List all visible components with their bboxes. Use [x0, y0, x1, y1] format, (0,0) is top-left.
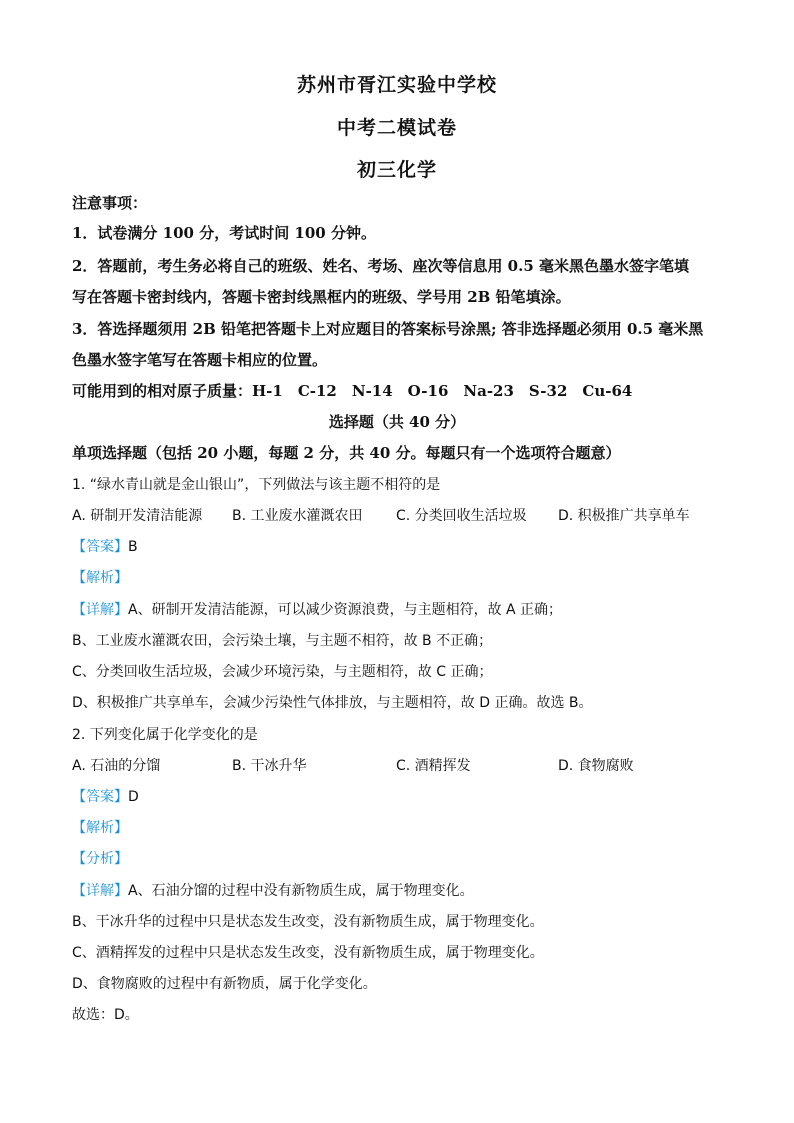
section-instructions: 单项选择题（包括 20 小题，每题 2 分，共 40 分。每题只有一个选项符合题意）: [72, 444, 621, 462]
section-title: 选择题（共 40 分）: [328, 413, 466, 431]
question-2-option-b: B. 干冰升华: [232, 758, 307, 774]
notice-item-1: 1．试卷满分 100 分，考试时间 100 分钟。: [72, 224, 376, 242]
question-2-answer: [72, 786, 139, 806]
question-2-option-c: C. 酒精挥发: [396, 758, 471, 774]
question-2-stem: 2. 下列变化属于化学变化的是: [72, 727, 258, 743]
notice-item-2-line-2: 写在答题卡密封线内，答题卡密封线黑框内的班级、学号用 2B 铅笔填涂。: [72, 288, 571, 306]
question-2-conclusion: 故选：D。: [72, 1007, 139, 1023]
fenxi-tag: 【分析】: [72, 851, 128, 867]
atomic-masses: 可能用到的相对原子质量：H-1 C-12 N-14 O-16 Na-23 S-32 Cu-64: [72, 382, 633, 400]
question-2-analysis: [72, 817, 128, 837]
question-1-option-b: B. 工业废水灌溉农田: [232, 508, 363, 524]
answer-tag: 【答案】: [72, 539, 128, 555]
answer-value: D: [128, 789, 139, 805]
subject-title: 初三化学: [356, 159, 437, 181]
question-1-analysis: [72, 567, 128, 587]
question-2-detail-3: C、酒精挥发的过程中只是状态发生改变，没有新物质生成，属于物理变化。: [72, 945, 544, 961]
detail-tag: 【详解】: [72, 883, 128, 899]
school-title: 苏州市胥江实验中学校: [296, 74, 497, 96]
question-2-option-d: D. 食物腐败: [558, 758, 634, 774]
question-1-option-c: C. 分类回收生活垃圾: [396, 508, 527, 524]
question-2-detail-4: D、食物腐败的过程中有新物质，属于化学变化。: [72, 976, 377, 992]
notice-item-2-line-1: 2．答题前，考生务必将自己的班级、姓名、考场、座次等信息用 0.5 毫米黑色墨水签字笔填: [72, 257, 689, 275]
question-2-option-a: A. 石油的分馏: [72, 758, 161, 774]
notice-heading: 注意事项：: [72, 194, 148, 212]
analysis-tag: 【解析】: [72, 570, 128, 586]
exam-title: 中考二模试卷: [336, 117, 457, 139]
question-2-detail-2: B、干冰升华的过程中只是状态发生改变，没有新物质生成，属于物理变化。: [72, 914, 544, 930]
question-1-answer: [72, 536, 138, 556]
question-1-detail-2: B、工业废水灌溉农田，会污染土壤，与主题不相符，故 B 不正确；: [72, 633, 493, 649]
detail-tag: 【详解】: [72, 602, 128, 618]
question-1-stem: 1. “绿水青山就是金山银山”，下列做法与该主题不相符的是: [72, 477, 441, 493]
notice-item-3-line-2: 色墨水签字笔写在答题卡相应的位置。: [72, 351, 328, 369]
question-1-detail-3: C、分类回收生活垃圾，会减少环境污染，与主题相符，故 C 正确；: [72, 664, 493, 680]
question-2-fenxi: [72, 848, 128, 868]
analysis-tag: 【解析】: [72, 820, 128, 836]
notice-item-3-line-1: 3．答选择题须用 2B 铅笔把答题卡上对应题目的答案标号涂黑; 答非选择题必须用 0.5 毫米黑: [72, 320, 704, 338]
answer-value: B: [128, 539, 138, 555]
question-1-option-a: A. 研制开发清洁能源: [72, 508, 203, 524]
answer-tag: 【答案】: [72, 789, 128, 805]
question-2-detail-1: 【详解】A、石油分馏的过程中没有新物质生成，属于物理变化。: [72, 883, 474, 899]
question-1-detail-4: D、积极推广共享单车，会减少污染性气体排放，与主题相符，故 D 正确。故选 B。: [72, 695, 593, 711]
question-1-option-d: D. 积极推广共享单车: [558, 508, 690, 524]
question-1-detail-1: 【详解】A、研制开发清洁能源，可以减少资源浪费，与主题相符，故 A 正确；: [72, 602, 563, 618]
